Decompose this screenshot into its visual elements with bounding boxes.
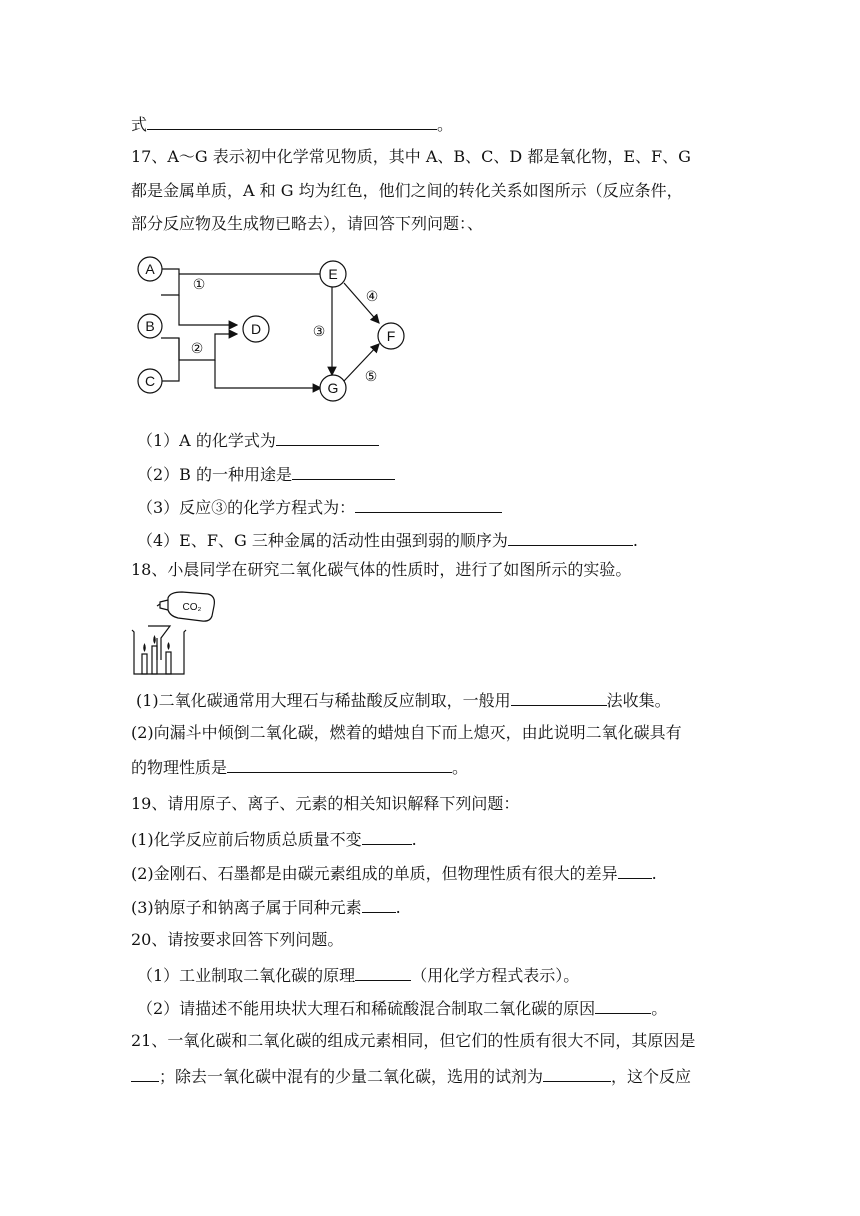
answer-blank xyxy=(511,688,607,706)
answer-blank xyxy=(362,827,412,845)
q18-intro: 18、小晨同学在研究二氧化碳气体的性质时，进行了如图所示的实验。 xyxy=(131,560,632,579)
answer-blank xyxy=(508,528,633,546)
q17-intro-line1: 17、A～G 表示初中化学常见物质，其中 A、B、C、D 都是氧化物，E、F、G xyxy=(131,147,691,166)
svg-text:B: B xyxy=(145,318,155,334)
q20-sub1: （1）工业制取二氧化碳的原理 （用化学方程式表示）。 xyxy=(137,963,579,987)
q21-line2: ；除去一氧化碳中混有的少量二氧化碳，选用的试剂为 ，这个反应 xyxy=(131,1064,691,1088)
answer-blank xyxy=(276,428,379,446)
answer-blank xyxy=(227,755,452,773)
answer-blank xyxy=(131,1064,159,1082)
co2-bottle-label: CO₂ xyxy=(182,602,202,613)
answer-blank xyxy=(595,996,651,1014)
svg-text:E: E xyxy=(328,266,338,282)
q18-sub1: (1)二氧化碳通常用大理石与稀盐酸反应制取，一般用 法收集。 xyxy=(136,688,671,712)
q17-reaction-diagram xyxy=(125,250,415,410)
answer-blank xyxy=(543,1064,611,1082)
label-reaction-1: ① xyxy=(192,276,206,292)
q19-intro: 19、请用原子、离子、元素的相关知识解释下列问题： xyxy=(131,794,520,813)
q20-intro: 20、请按要求回答下列问题。 xyxy=(131,930,344,949)
q20-sub2: （2）请描述不能用块状大理石和稀硫酸混合制取二氧化碳的原因 。 xyxy=(137,996,667,1020)
svg-text:G: G xyxy=(327,380,339,396)
q17-intro-line3: 部分反应物及生成物已略去），请回答下列问题：、 xyxy=(131,214,484,233)
q18-sub2-line2: 的物理性质是 。 xyxy=(131,755,468,779)
label-reaction-5: ⑤ xyxy=(364,368,378,384)
fragment-line: 式 。 xyxy=(131,112,453,136)
q21-line1: 21、一氧化碳和二氧化碳的组成元素相同，但它们的性质有很大不同，其原因是 xyxy=(131,1031,696,1050)
answer-blank xyxy=(292,462,395,480)
label-reaction-3: ③ xyxy=(312,323,326,339)
q19-sub1: (1)化学反应前后物质总质量不变 . xyxy=(131,827,417,851)
q19-sub2: (2)金刚石、石墨都是由碳元素组成的单质，但物理性质有很大的差异 . xyxy=(131,861,657,885)
q17-sub2: （2）B 的一种用途是 xyxy=(137,462,395,486)
q19-sub3: (3)钠原子和钠离子属于同种元素 . xyxy=(131,895,401,919)
answer-blank xyxy=(147,112,437,130)
svg-text:C: C xyxy=(144,373,156,389)
answer-blank xyxy=(618,861,652,879)
q17-intro-line2: 都是金属单质，A 和 G 均为红色，他们之间的转化关系如图所示（反应条件， xyxy=(131,181,683,200)
label-reaction-2: ② xyxy=(190,340,204,356)
label-reaction-4: ④ xyxy=(365,288,379,304)
answer-blank xyxy=(355,963,411,981)
answer-blank xyxy=(355,495,502,513)
svg-text:D: D xyxy=(250,321,262,337)
q17-sub3: （3）反应③的化学方程式为： xyxy=(137,495,502,519)
svg-text:A: A xyxy=(145,261,155,277)
q17-sub1: （1）A 的化学式为 xyxy=(137,428,379,452)
q18-sub2-line1: (2)向漏斗中倾倒二氧化碳，燃着的蜡烛自下而上熄灭，由此说明二氧化碳具有 xyxy=(131,723,682,742)
co2-experiment-figure xyxy=(128,588,223,678)
q17-sub4: （4）E、F、G 三种金属的活动性由强到弱的顺序为 . xyxy=(137,528,638,552)
svg-text:F: F xyxy=(386,328,396,344)
answer-blank xyxy=(362,895,396,913)
